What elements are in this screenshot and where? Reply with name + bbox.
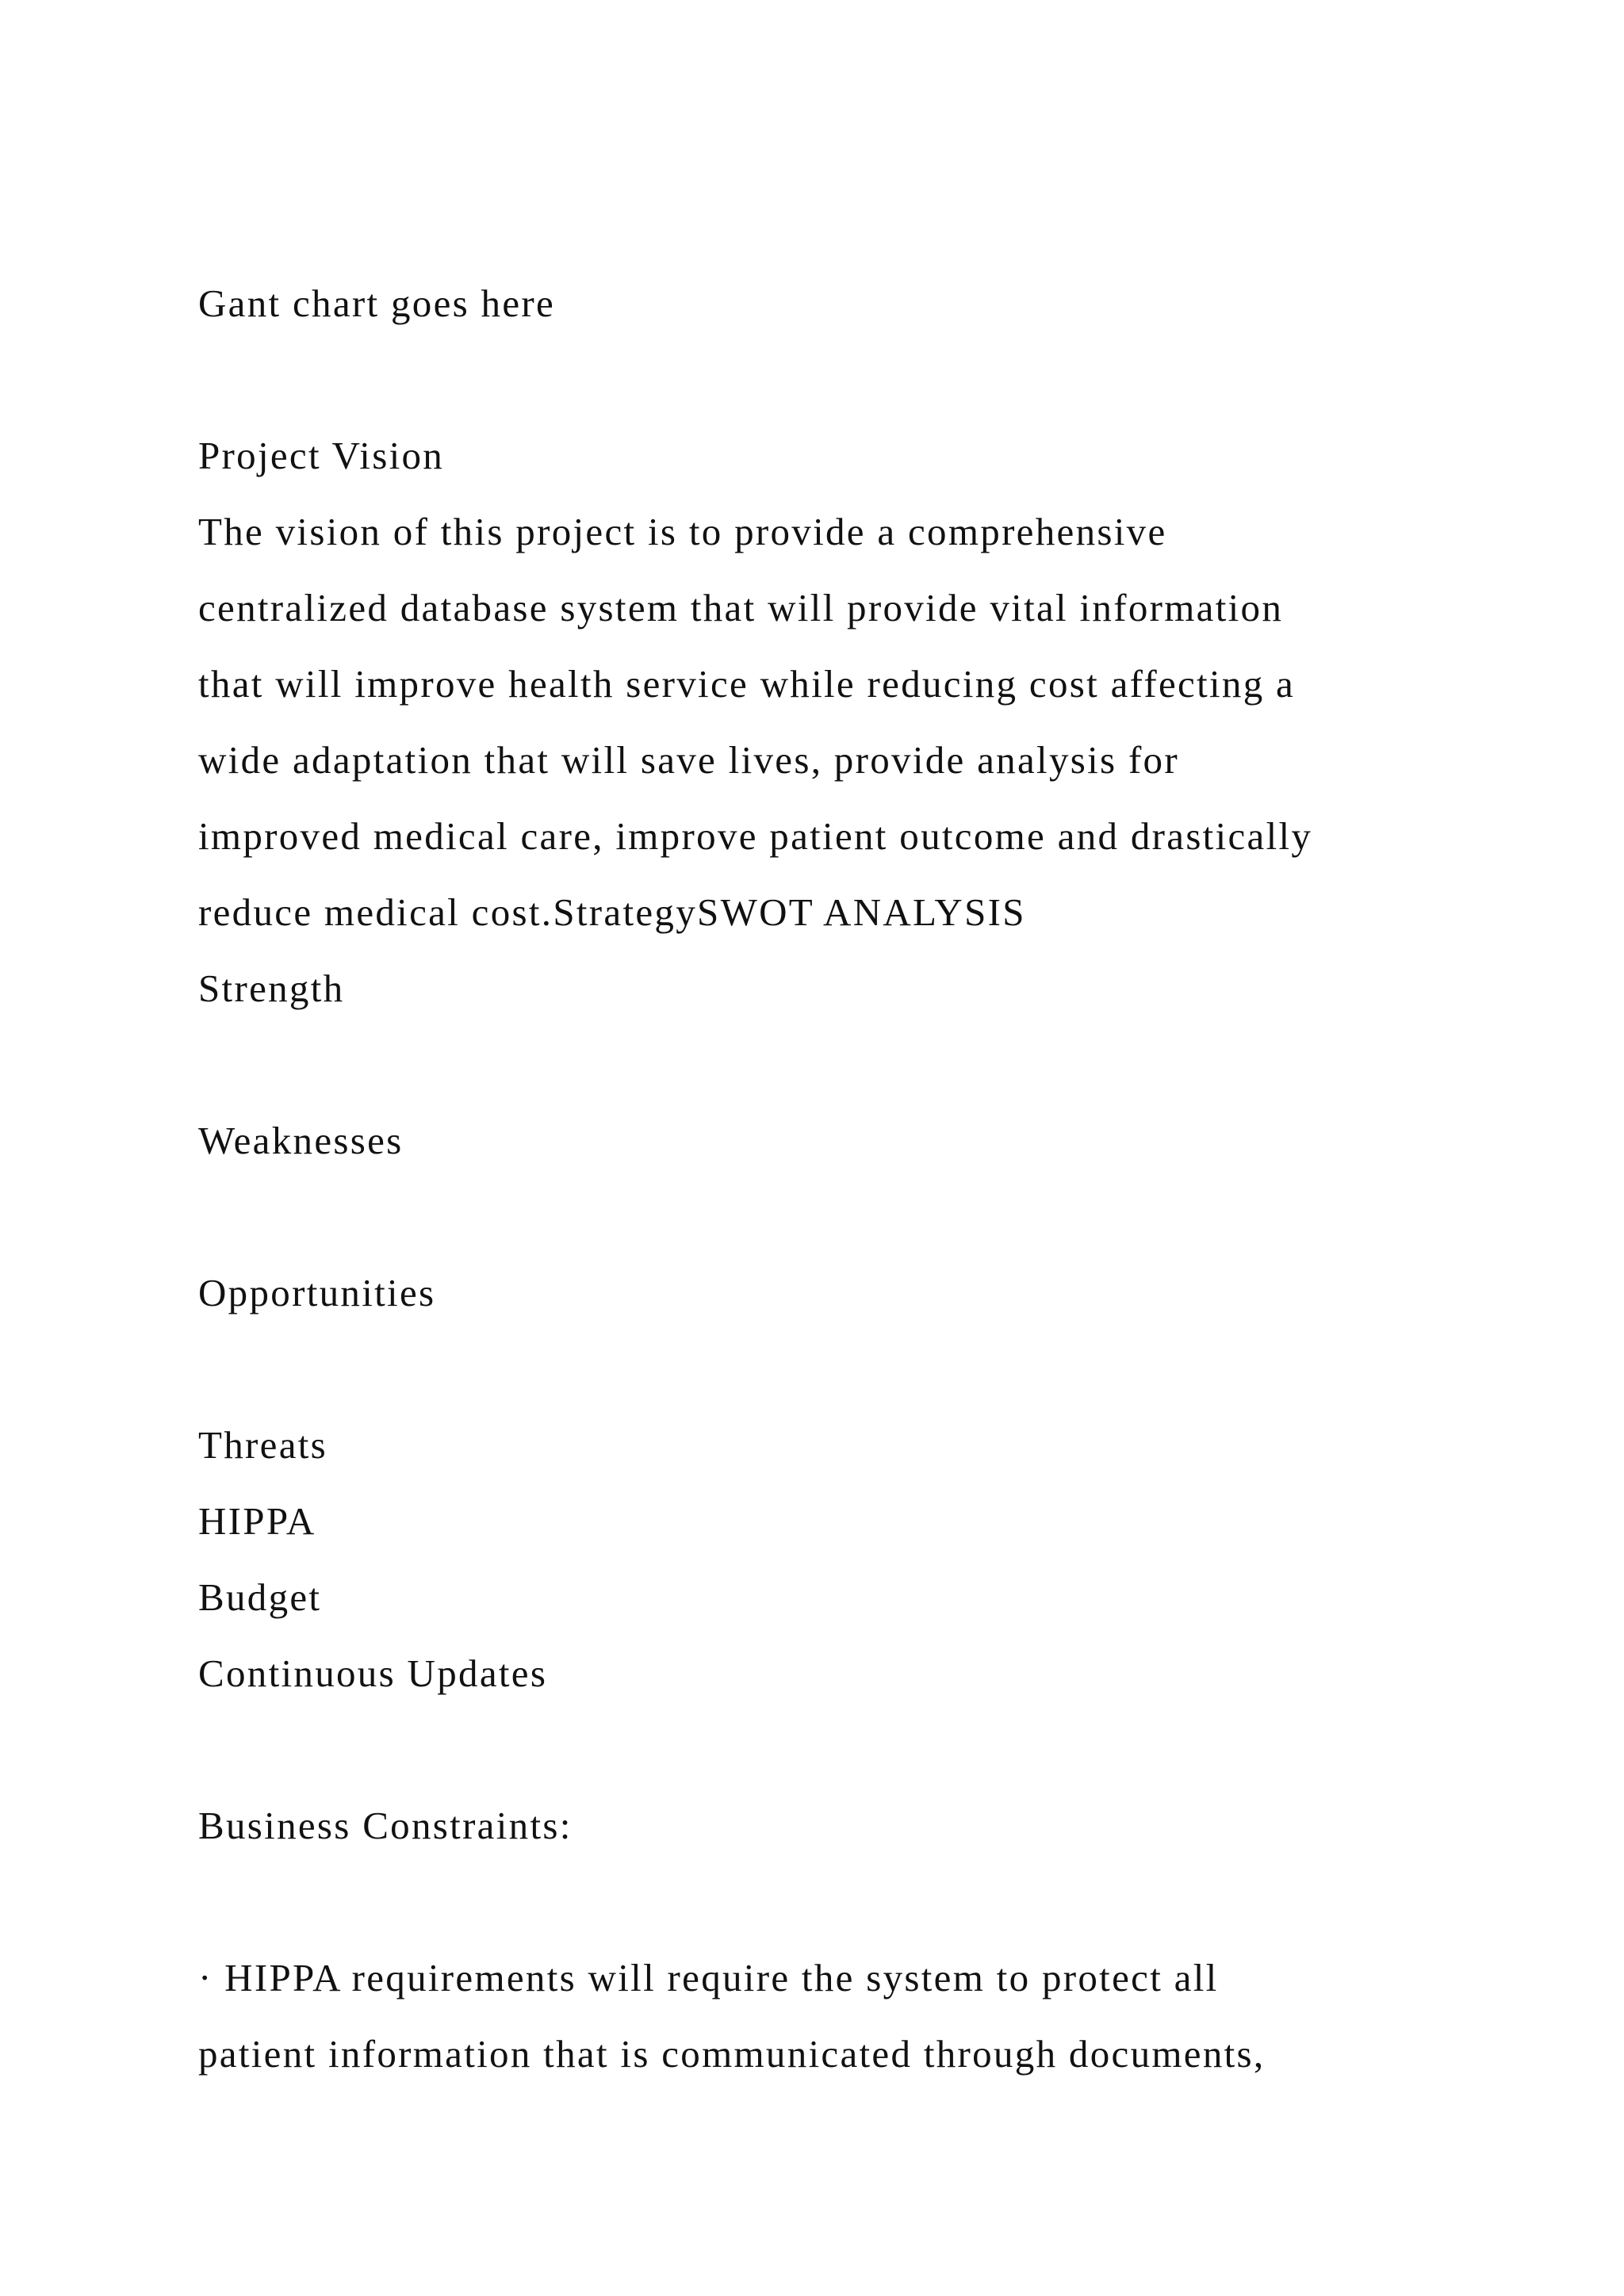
business-constraints-heading: Business Constraints: <box>198 1804 573 1847</box>
blank-line <box>198 1712 1499 1788</box>
threat-item: HIPPA <box>198 1499 316 1543</box>
swot-threats-heading: Threats <box>198 1423 328 1467</box>
swot-weaknesses-heading: Weaknesses <box>198 1119 404 1162</box>
constraint-bullet-line: patient information that is communicated through documents, <box>198 2032 1266 2076</box>
threat-item: Continuous Updates <box>198 1651 548 1695</box>
blank-line <box>198 1027 1499 1103</box>
blank-line <box>198 1179 1499 1255</box>
project-vision-heading: Project Vision <box>198 434 445 477</box>
vision-text-line: reduce medical cost.StrategySWOT ANALYSIS <box>198 890 1026 934</box>
threat-item: Budget <box>198 1575 322 1619</box>
constraint-bullet-line: · HIPPA requirements will require the system to protect all <box>198 1956 1219 1999</box>
blank-line <box>198 342 1499 418</box>
document-body <box>198 266 1499 2092</box>
swot-strength-heading: Strength <box>198 966 345 1010</box>
vision-text-line: The vision of this project is to provide a comprehensive <box>198 510 1167 553</box>
swot-opportunities-heading: Opportunities <box>198 1271 436 1314</box>
gantt-chart-placeholder: Gant chart goes here <box>198 281 556 325</box>
vision-text-line: that will improve health service while reducing cost affecting a <box>198 662 1296 706</box>
blank-line <box>198 1864 1499 1940</box>
vision-text-line: wide adaptation that will save lives, provide analysis for <box>198 738 1179 782</box>
vision-text-line: improved medical care, improve patient outcome and drastically <box>198 814 1313 858</box>
blank-line <box>198 1331 1499 1407</box>
vision-text-line: centralized database system that will provide vital information <box>198 586 1284 629</box>
